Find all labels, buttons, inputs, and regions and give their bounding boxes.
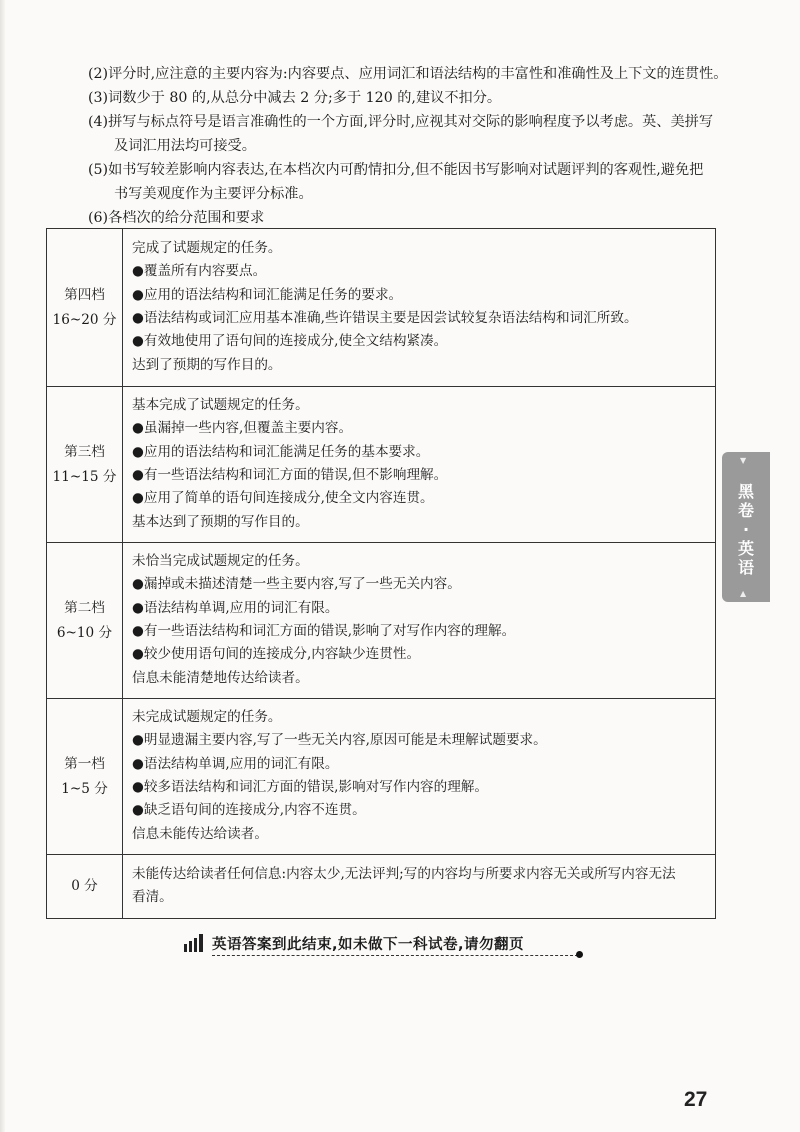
- note-text: 如书写较差影响内容表达,在本档次内可酌情扣分,但不能因书写影响对试题评判的客观性,避免把: [108, 162, 704, 178]
- criteria-line: 未能传达给读者任何信息:内容太少,无法评判;写的内容均与所要求内容无关或所写内容无法: [132, 865, 676, 882]
- note-number: (3): [88, 90, 109, 106]
- grading-table: [46, 228, 716, 919]
- criteria-cell: [123, 855, 716, 919]
- band-cell: [47, 543, 123, 699]
- band-name: 0 分: [71, 878, 98, 894]
- band-range: 11~15 分: [52, 468, 117, 485]
- note-text: 评分时,应注意的主要内容为:内容要点、应用词汇和语法结构的丰富性和准确性及上下文的连贯性。: [108, 66, 728, 82]
- note-text: 各档次的给分范围和要求: [108, 210, 265, 226]
- criteria-line: 完成了试题规定的任务。: [132, 240, 282, 257]
- criteria-line: ●明显遗漏主要内容,写了一些无关内容,原因可能是未理解试题要求。: [132, 732, 547, 749]
- criteria-cell: [123, 387, 716, 543]
- end-of-answers-banner: [184, 930, 584, 960]
- note-number: (5): [88, 162, 109, 178]
- criteria-line: ●较多语法结构和词汇方面的错误,影响对写作内容的理解。: [132, 779, 489, 795]
- note-number: (4): [88, 114, 109, 130]
- note-text: 拼写与标点符号是语言准确性的一个方面,评分时,应视其对交际的影响程度予以考虑。英、美拼写: [108, 114, 714, 130]
- criteria-line: 信息未能传达给读者。: [132, 825, 268, 842]
- band-name: 第一档: [64, 755, 105, 772]
- side-tab-label: 黑 卷 · 英 语: [737, 482, 754, 577]
- scoring-notes: [88, 62, 728, 230]
- criteria-line: ●语法结构单调,应用的词汇有限。: [132, 599, 339, 616]
- criteria-line: 未恰当完成试题规定的任务。: [132, 553, 309, 570]
- band-name: 第四档: [64, 286, 105, 303]
- note-number: (6): [88, 210, 109, 226]
- bar-chart-icon: [184, 934, 206, 952]
- page-number: 27: [684, 1088, 708, 1111]
- section-side-tab: [722, 452, 770, 602]
- dashed-rule: [212, 955, 578, 956]
- criteria-line: ●有一些语法结构和词汇方面的错误,但不影响理解。: [132, 467, 448, 483]
- band-range: 6~10 分: [56, 624, 113, 641]
- criteria-cell: [123, 699, 716, 855]
- criteria-line: ●语法结构或词汇应用基本准确,些许错误主要是因尝试较复杂语法结构和词汇所致。: [132, 310, 638, 326]
- binding-edge: [0, 0, 5, 1132]
- note-continuation: 书写美观度作为主要评分标准。: [114, 186, 313, 202]
- note-continuation: 及词汇用法均可接受。: [114, 138, 256, 154]
- band-range: 1~5 分: [61, 780, 108, 797]
- band-cell: [47, 699, 123, 855]
- band-cell: [47, 855, 123, 919]
- criteria-cell: [123, 543, 716, 699]
- band-name: 第三档: [64, 443, 105, 460]
- criteria-line: ●应用的语法结构和词汇能满足任务的基本要求。: [132, 443, 430, 460]
- table-row: [47, 229, 716, 387]
- note-item: [88, 86, 728, 110]
- criteria-line: 信息未能清楚地传达给读者。: [132, 669, 309, 686]
- note-text: 词数少于 80 的,从总分中减去 2 分;多于 120 的,建议不扣分。: [108, 90, 502, 106]
- end-dot: [576, 951, 583, 958]
- band-range: 16~20 分: [52, 311, 117, 328]
- note-number: (2): [88, 66, 109, 82]
- criteria-line: 达到了预期的写作目的。: [132, 356, 282, 373]
- note-item: [88, 158, 728, 206]
- criteria-line: ●应用了简单的语句间连接成分,使全文内容连贯。: [132, 490, 434, 507]
- criteria-line: ●语法结构单调,应用的词汇有限。: [132, 755, 339, 772]
- end-notice-text: 英语答案到此结束,如未做下一科试卷,请勿翻页: [212, 937, 525, 953]
- criteria-line: ●较少使用语句间的连接成分,内容缺少连贯性。: [132, 646, 421, 663]
- band-cell: [47, 229, 123, 387]
- table-row: [47, 855, 716, 919]
- criteria-line: 基本达到了预期的写作目的。: [132, 513, 309, 530]
- criteria-cell: [123, 229, 716, 387]
- criteria-line: ●有一些语法结构和词汇方面的错误,影响了对写作内容的理解。: [132, 623, 516, 639]
- band-name: 第二档: [64, 599, 105, 616]
- criteria-line: 看清。: [132, 889, 173, 905]
- criteria-line: 未完成试题规定的任务。: [132, 709, 282, 726]
- criteria-line: 基本完成了试题规定的任务。: [132, 397, 309, 414]
- criteria-line: ●缺乏语句间的连接成分,内容不连贯。: [132, 802, 366, 819]
- criteria-line: ●虽漏掉一些内容,但覆盖主要内容。: [132, 420, 353, 437]
- note-item: [88, 110, 728, 158]
- criteria-line: ●漏掉或未描述清楚一些主要内容,写了一些无关内容。: [132, 576, 461, 593]
- criteria-line: ●应用的语法结构和词汇能满足任务的要求。: [132, 286, 403, 303]
- triangle-down-icon: ▼: [740, 456, 747, 465]
- triangle-up-icon: ▲: [740, 589, 747, 598]
- table-row: [47, 699, 716, 855]
- criteria-line: ●有效地使用了语句间的连接成分,使全文结构紧凑。: [132, 333, 448, 350]
- band-cell: [47, 387, 123, 543]
- criteria-line: ●覆盖所有内容要点。: [132, 263, 267, 280]
- note-item: [88, 206, 728, 230]
- table-row: [47, 543, 716, 699]
- note-item: [88, 62, 728, 86]
- table-row: [47, 387, 716, 543]
